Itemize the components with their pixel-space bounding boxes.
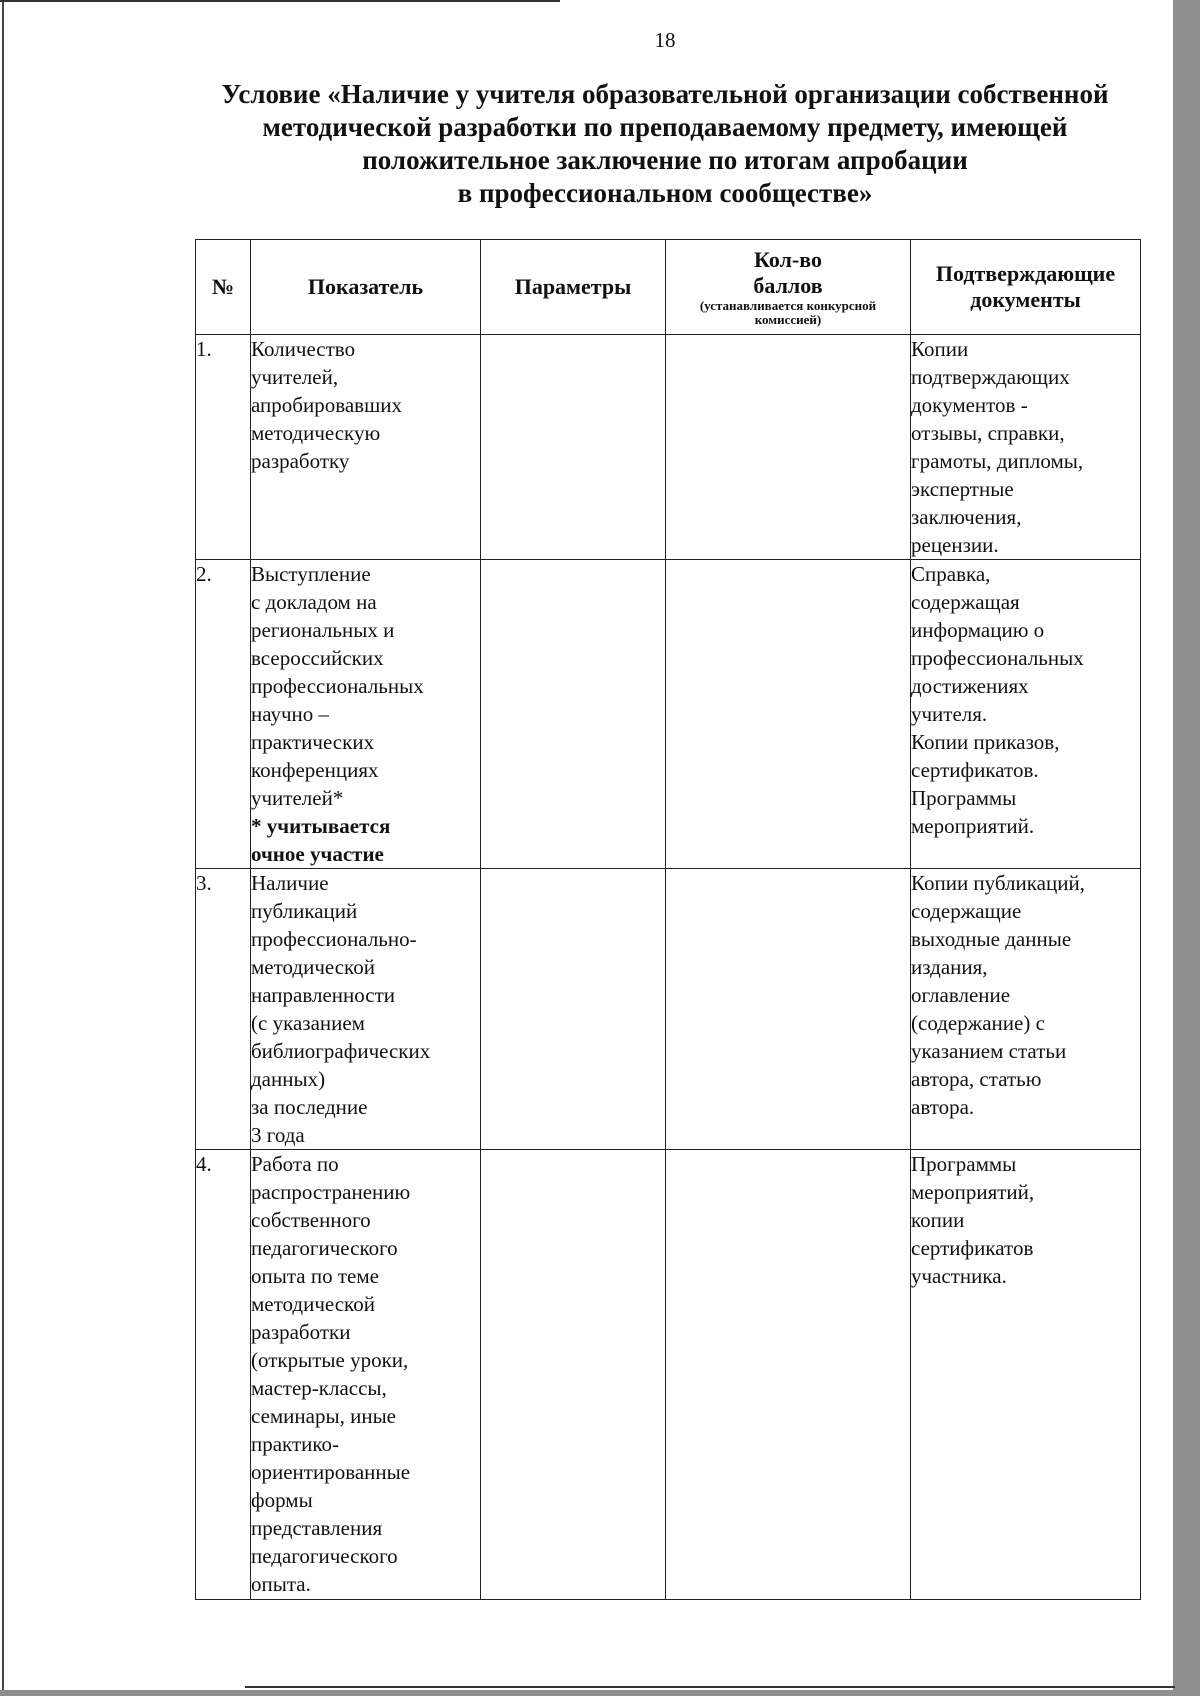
scan-bottom-line xyxy=(245,1686,1175,1688)
indicator-cell xyxy=(251,560,481,869)
documents-line: отзывы, справки, xyxy=(911,421,1065,445)
documents-line: мероприятий, xyxy=(911,1180,1035,1204)
scan-right-margin xyxy=(1173,0,1200,1696)
documents-line: указанием статьи xyxy=(911,1039,1067,1063)
indicator-line: учителей* xyxy=(251,786,344,810)
indicator-line: с докладом на xyxy=(251,590,377,614)
indicator-note-line: * учитывается xyxy=(251,814,391,838)
indicator-line: разработки xyxy=(251,1320,351,1344)
indicator-line: распространению xyxy=(251,1180,411,1204)
table-row xyxy=(196,335,1141,560)
indicator-line: педагогического xyxy=(251,1236,398,1260)
indicator-note-line: очное участие xyxy=(251,842,384,866)
documents-line: мероприятий. xyxy=(911,814,1035,838)
indicator-line: семинары, иные xyxy=(251,1404,397,1428)
parameters-cell xyxy=(481,869,666,1150)
indicator-line: опыта по теме xyxy=(251,1264,379,1288)
indicator-cell xyxy=(251,869,481,1150)
documents-line: издания, xyxy=(911,955,988,979)
row-number: 1. xyxy=(196,335,251,560)
documents-line: учителя. xyxy=(911,702,988,726)
row-number: 3. xyxy=(196,869,251,1150)
documents-line: профессиональных xyxy=(911,646,1084,670)
title-line: Условие «Наличие у учителя образовательной организации собственной xyxy=(221,79,1109,109)
documents-line: оглавление xyxy=(911,983,1011,1007)
parameters-cell xyxy=(481,335,666,560)
documents-line: Копии публикаций, xyxy=(911,871,1085,895)
header-points xyxy=(666,240,911,335)
indicator-line: всероссийских xyxy=(251,646,384,670)
documents-line: автора, статью xyxy=(911,1067,1042,1091)
documents-line: Программы xyxy=(911,1152,1017,1176)
indicator-line: методическую xyxy=(251,421,381,445)
documents-cell xyxy=(911,335,1141,560)
page-title xyxy=(130,78,1200,210)
indicator-line: учителей, xyxy=(251,365,339,389)
indicator-line: профессионально- xyxy=(251,927,417,951)
points-cell xyxy=(666,1150,911,1600)
indicator-line: региональных и xyxy=(251,618,395,642)
indicator-line: направленности xyxy=(251,983,396,1007)
indicator-line: мастер-классы, xyxy=(251,1376,387,1400)
indicator-line: методической xyxy=(251,955,375,979)
documents-line: участника. xyxy=(911,1264,1007,1288)
documents-line: выходные данные xyxy=(911,927,1072,951)
indicator-cell xyxy=(251,335,481,560)
indicator-line: (открытые уроки, xyxy=(251,1348,409,1372)
row-number: 4. xyxy=(196,1150,251,1600)
header-points-line1: Кол-во xyxy=(754,247,822,272)
parameters-cell xyxy=(481,560,666,869)
documents-line: рецензии. xyxy=(911,533,999,557)
indicator-line: методической xyxy=(251,1292,375,1316)
indicator-line: апробировавших xyxy=(251,393,402,417)
header-points-line2: баллов xyxy=(753,273,823,298)
indicator-line: научно – xyxy=(251,702,330,726)
header-parameters: Параметры xyxy=(481,240,666,335)
documents-line: Справка, xyxy=(911,562,991,586)
indicator-line: конференциях xyxy=(251,758,379,782)
points-cell xyxy=(666,560,911,869)
table-row xyxy=(196,869,1141,1150)
documents-line: Копии xyxy=(911,337,969,361)
table-row xyxy=(196,560,1141,869)
documents-cell xyxy=(911,1150,1141,1600)
parameters-cell xyxy=(481,1150,666,1600)
points-cell xyxy=(666,869,911,1150)
indicator-cell xyxy=(251,1150,481,1600)
scan-bottom-margin xyxy=(0,1690,1200,1696)
documents-line: содержащие xyxy=(911,899,1022,923)
indicator-line: представления xyxy=(251,1516,383,1540)
documents-line: копии xyxy=(911,1208,965,1232)
header-points-note: (устанавливается конкурсной комиссией) xyxy=(699,298,877,327)
indicator-line: формы xyxy=(251,1488,313,1512)
row-number: 2. xyxy=(196,560,251,869)
indicator-line: публикаций xyxy=(251,899,358,923)
indicator-line: педагогического xyxy=(251,1544,398,1568)
documents-line: заключения, xyxy=(911,505,1022,529)
documents-line: сертификатов. xyxy=(911,758,1039,782)
indicator-line: 3 года xyxy=(251,1123,305,1147)
documents-line: грамоты, дипломы, xyxy=(911,449,1084,473)
documents-line: сертификатов xyxy=(911,1236,1034,1260)
documents-line: автора. xyxy=(911,1095,975,1119)
documents-line: Копии приказов, xyxy=(911,730,1060,754)
documents-line: подтверждающих xyxy=(911,365,1070,389)
indicator-line: разработку xyxy=(251,449,350,473)
points-cell xyxy=(666,335,911,560)
indicator-line: практико- xyxy=(251,1432,340,1456)
indicator-line: собственного xyxy=(251,1208,371,1232)
title-line: методической разработки по преподаваемому предмету, имеющей xyxy=(262,112,1068,142)
indicator-line: Работа по xyxy=(251,1152,339,1176)
indicator-line: профессиональных xyxy=(251,674,424,698)
indicator-line: библиографических xyxy=(251,1039,431,1063)
header-documents: Подтверждающие документы xyxy=(911,240,1141,335)
documents-line: экспертные xyxy=(911,477,1014,501)
header-num: № xyxy=(196,240,251,335)
indicator-line: Наличие xyxy=(251,871,329,895)
indicator-line: опыта. xyxy=(251,1572,311,1596)
title-line: положительное заключение по итогам апробации xyxy=(362,145,968,175)
scan-left-edge xyxy=(2,0,4,1696)
documents-line: информацию о xyxy=(911,618,1045,642)
documents-line: достижениях xyxy=(911,674,1029,698)
indicator-line: (с указанием xyxy=(251,1011,365,1035)
page-number: 18 xyxy=(654,28,676,52)
title-line: в профессиональном сообществе» xyxy=(457,178,873,208)
documents-line: (содержание) с xyxy=(911,1011,1045,1035)
scan-top-edge xyxy=(0,0,560,2)
documents-line: содержащая xyxy=(911,590,1020,614)
documents-line: Программы xyxy=(911,786,1017,810)
table-header-row xyxy=(196,240,1141,335)
criteria-table xyxy=(195,239,1141,1600)
indicator-line: за последние xyxy=(251,1095,368,1119)
documents-cell xyxy=(911,560,1141,869)
indicator-line: Количество xyxy=(251,337,356,361)
header-indicator: Показатель xyxy=(251,240,481,335)
documents-cell xyxy=(911,869,1141,1150)
indicator-line: Выступление xyxy=(251,562,371,586)
indicator-line: практических xyxy=(251,730,375,754)
indicator-line: ориентированные xyxy=(251,1460,411,1484)
indicator-line: данных) xyxy=(251,1067,326,1091)
table-row xyxy=(196,1150,1141,1600)
documents-line: документов - xyxy=(911,393,1028,417)
